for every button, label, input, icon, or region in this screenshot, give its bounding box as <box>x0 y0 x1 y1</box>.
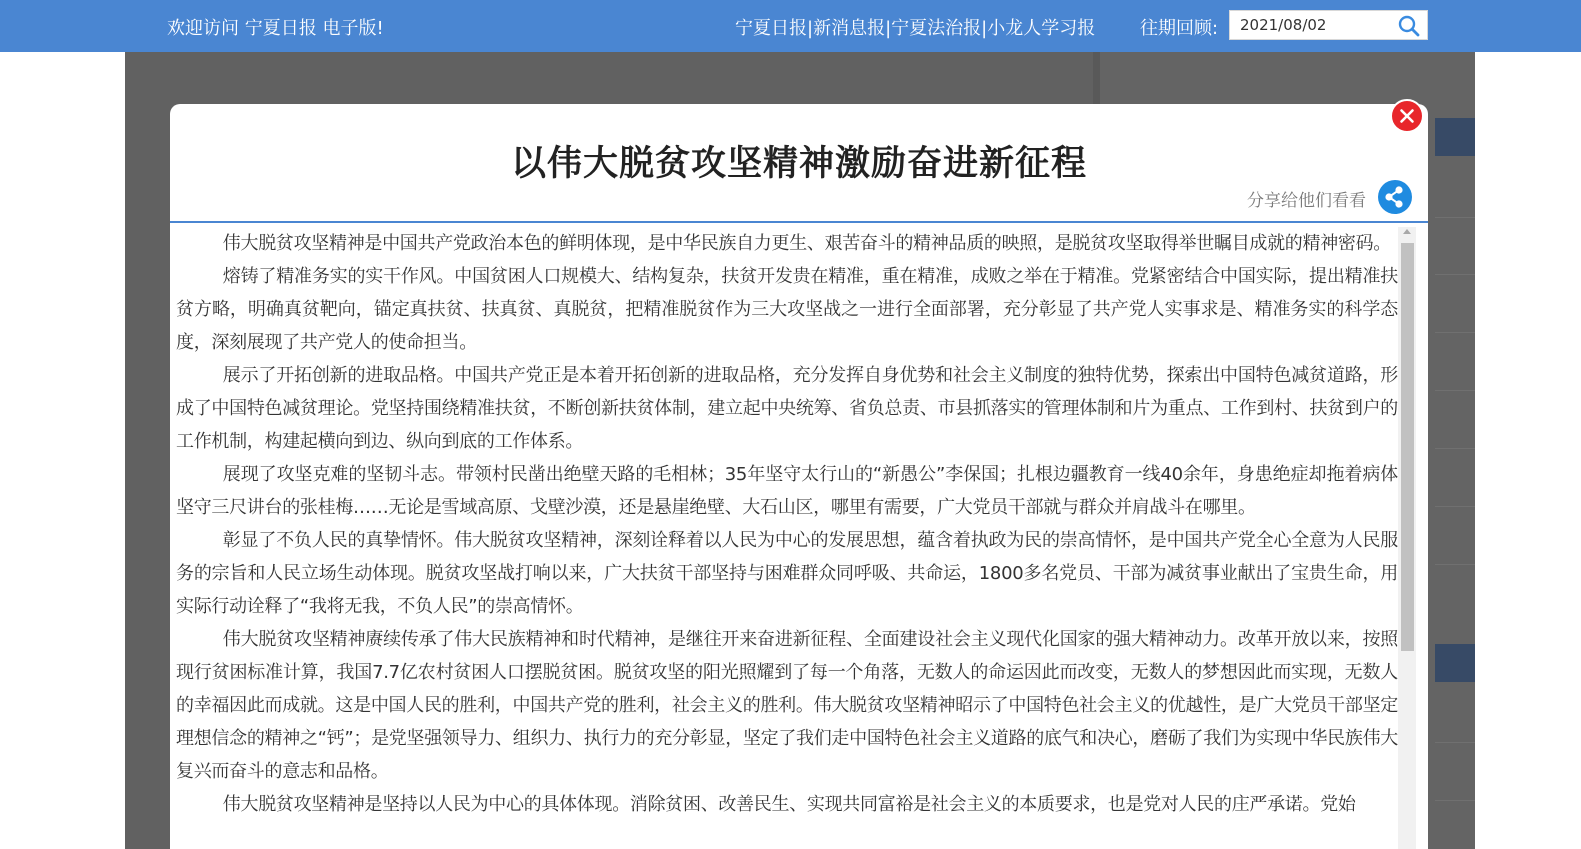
article-body[interactable] <box>176 227 1398 849</box>
share-icon[interactable] <box>1378 180 1412 214</box>
share-label[interactable]: 分享给他们看看 <box>1247 191 1366 211</box>
date-search-box <box>1229 10 1428 40</box>
link-separator: | <box>807 18 814 39</box>
backdrop-line <box>1435 332 1475 333</box>
backdrop-line <box>1435 448 1475 449</box>
article-paragraph: 伟大脱贫攻坚精神赓续传承了伟大民族精神和时代精神，是继往开来奋进新征程、全面建设社会主义现代化国家的强大精神动力。改革开放以来，按照现行贫困标准计算，我国7.7亿农村贫困人口摆脱贫困。脱贫攻坚的阳光照耀到了每一个角落，无数人的命运因此而改变，无数人的梦想因此而实现，无数人的幸福因此而成就。这是中国人民的胜利，中国共产党的胜利，社会主义的胜利。伟大脱贫攻坚精神昭示了中国特色社会主义的优越性，是广大党员干部坚定理想信念的精神之“钙”；是党坚强领导力、组织力、执行力的充分彰显，坚定了我们走中国特色社会主义道路的底气和决心，磨砺了我们为实现中华民族伟大复兴而奋斗的意志和品格。 <box>176 629 1398 782</box>
backdrop-line <box>1435 506 1475 507</box>
archive-label: 往期回顾: <box>1140 18 1219 39</box>
article-paragraph: 展现了攻坚克难的坚韧斗志。带领村民凿出绝壁天路的毛相林；35年坚守太行山的“新愚公”李保国；扎根边疆教育一线40余年，身患绝症却拖着病体坚守三尺讲台的张桂梅……无论是雪域高原、戈壁沙漠，还是悬崖绝壁、大石山区，哪里有需要，广大党员干部就与群众并肩战斗在哪里。 <box>176 464 1398 518</box>
link-separator: | <box>885 18 892 39</box>
backdrop-band <box>1435 644 1475 682</box>
link-separator: | <box>981 18 988 39</box>
article-modal <box>170 104 1428 849</box>
newspaper-links <box>735 14 1095 40</box>
article-paragraph: 展示了开拓创新的进取品格。中国共产党正是本着开拓创新的进取品格，充分发挥自身优势和社会主义制度的独特优势，探索出中国特色减贫道路，形成了中国特色减贫理论。党坚持围绕精准扶贫，不断创新扶贫体制，建立起中央统筹、省负总责、市县抓落实的管理体制和片为重点、工作到村、扶贫到户的工作机制，构建起横向到边、纵向到底的工作体系。 <box>176 365 1398 452</box>
backdrop-line <box>1435 742 1475 743</box>
top-bar <box>0 0 1581 52</box>
close-icon[interactable] <box>1390 99 1424 133</box>
link-new-news[interactable]: 新消息报 <box>813 18 886 39</box>
welcome-text: 欢迎访问 宁夏日报 电子版! <box>167 18 384 39</box>
article-paragraph: 伟大脱贫攻坚精神是坚持以人民为中心的具体体现。消除贫困、改善民生、实现共同富裕是社会主义的本质要求，也是党对人民的庄严承诺。党始 <box>222 794 1356 815</box>
backdrop-line <box>1435 800 1475 801</box>
backdrop-line <box>1435 217 1475 218</box>
backdrop-line <box>1435 274 1475 275</box>
link-legal-daily[interactable]: 宁夏法治报 <box>891 18 982 39</box>
title-divider <box>170 221 1428 223</box>
article-paragraph: 熔铸了精准务实的实干作风。中国贫困人口规模大、结构复杂，扶贫开发贵在精准，重在精准，成败之举在于精准。党紧密结合中国实际，提出精准扶贫方略，明确真贫靶向，锚定真扶贫、扶真贫、真脱贫，把精准脱贫作为三大攻坚战之一进行全面部署，充分彰显了共产党人实事求是、精准务实的科学态度，深刻展现了共产党人的使命担当。 <box>176 266 1398 353</box>
article-paragraph: 伟大脱贫攻坚精神是中国共产党政治本色的鲜明体现，是中华民族自力更生、艰苦奋斗的精神品质的映照，是脱贫攻坚取得举世瞩目成就的精神密码。 <box>222 233 1391 254</box>
backdrop-band <box>1435 118 1475 156</box>
backdrop-line <box>1435 564 1475 565</box>
link-xiaolongren[interactable]: 小龙人学习报 <box>987 18 1096 39</box>
article-title: 以伟大脱贫攻坚精神激励奋进新征程 <box>510 144 1087 184</box>
search-icon[interactable] <box>1397 14 1421 38</box>
scrollbar-thumb[interactable] <box>1401 243 1414 651</box>
article-paragraph: 彰显了不负人民的真挚情怀。伟大脱贫攻坚精神，深刻诠释着以人民为中心的发展思想，蕴含着执政为民的崇高情怀，是中国共产党全心全意为人民服务的宗旨和人民立场生动体现。脱贫攻坚战打响以来，广大扶贫干部坚持与困难群众同呼吸、共命运，1800多名党员、干部为减贫事业献出了宝贵生命，用实际行动诠释了“我将无我，不负人民”的崇高情怀。 <box>176 530 1398 617</box>
backdrop-line <box>1435 390 1475 391</box>
date-input[interactable] <box>1230 11 1400 39</box>
scroll-up-arrow-icon[interactable] <box>1403 229 1411 234</box>
link-ningxia-daily[interactable]: 宁夏日报 <box>735 18 807 39</box>
